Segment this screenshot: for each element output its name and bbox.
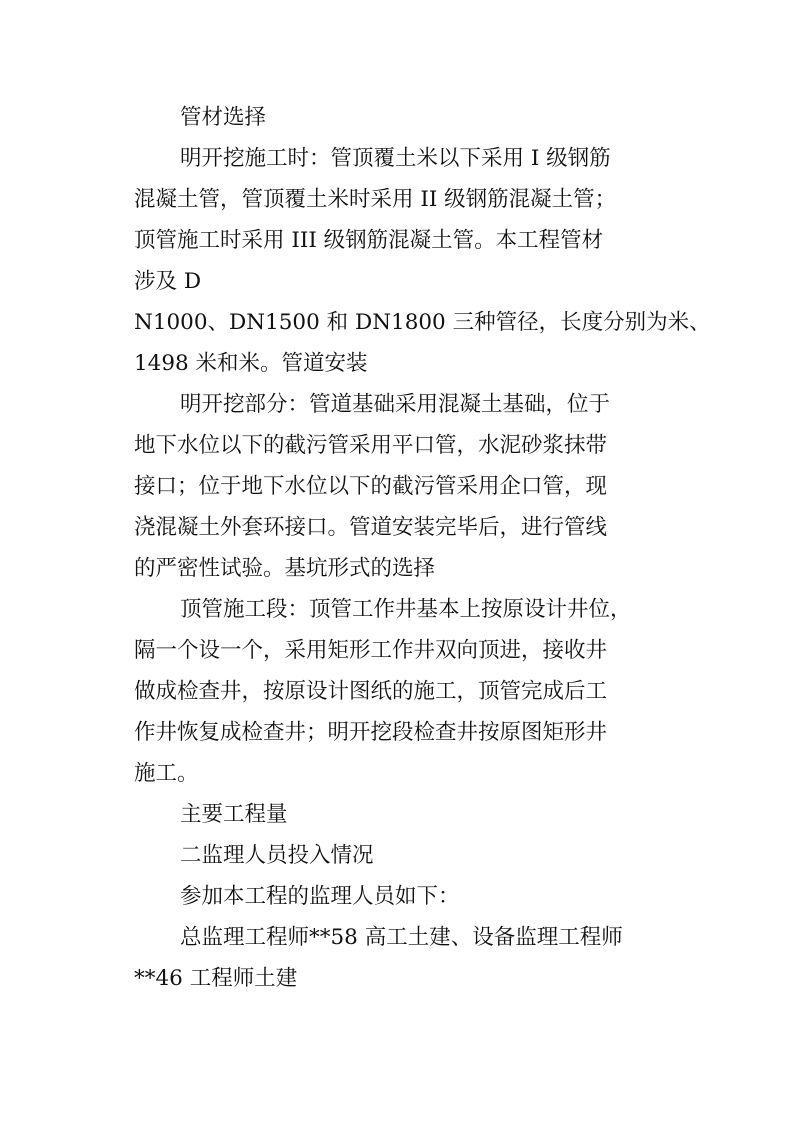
paragraph-line: 地下水位以下的截污管采用平口管，水泥砂浆抹带 [134,433,608,458]
paragraph-line: 明开挖部分：管道基础采用混凝土基础，位于 [180,392,611,417]
paragraph-line: 顶管施工段：顶管工作井基本上按原设计井位， [180,597,632,622]
paragraph-line: 隔一个设一个，采用矩形工作井双向顶进，接收井 [134,638,608,663]
paragraph-line: 做成检查井，按原设计图纸的施工，顶管完成后工 [134,679,608,704]
paragraph-line: 浇混凝土外套环接口。管道安装完毕后，进行管线 [134,515,608,540]
paragraph-line: 1498 米和米。管道安装 [134,351,368,376]
paragraph-line: 的严密性试验。基坑形式的选择 [134,556,436,581]
paragraph-line: 混凝土管，管顶覆土米时采用 II 级钢筋混凝土管； [134,187,617,212]
document-body [134,97,711,999]
paragraph-line: 作井恢复成检查井；明开挖段检查井按原图矩形井 [134,720,608,745]
paragraph-line: 明开挖施工时：管顶覆土米以下采用 I 级钢筋 [180,146,611,171]
section-heading: 主要工程量 [180,802,288,827]
paragraph-line: 施工。 [134,761,199,786]
section-heading: 二监理人员投入情况 [180,843,374,868]
paragraph-line: 接口；位于地下水位以下的截污管采用企口管，现 [134,474,608,499]
paragraph-line: 总监理工程师**58 高工土建、设备监理工程师 [180,925,623,950]
paragraph-line: 涉及 D [134,269,202,294]
paragraph-line: N1000、DN1500 和 DN1800 三种管径，长度分别为米、 [134,310,711,335]
paragraph-line: 参加本工程的监理人员如下： [180,884,460,909]
paragraph-line: **46 工程师土建 [134,966,298,991]
paragraph-line: 顶管施工时采用 III 级钢筋混凝土管。本工程管材 [134,228,604,253]
paragraph-line: 管材选择 [180,105,267,130]
